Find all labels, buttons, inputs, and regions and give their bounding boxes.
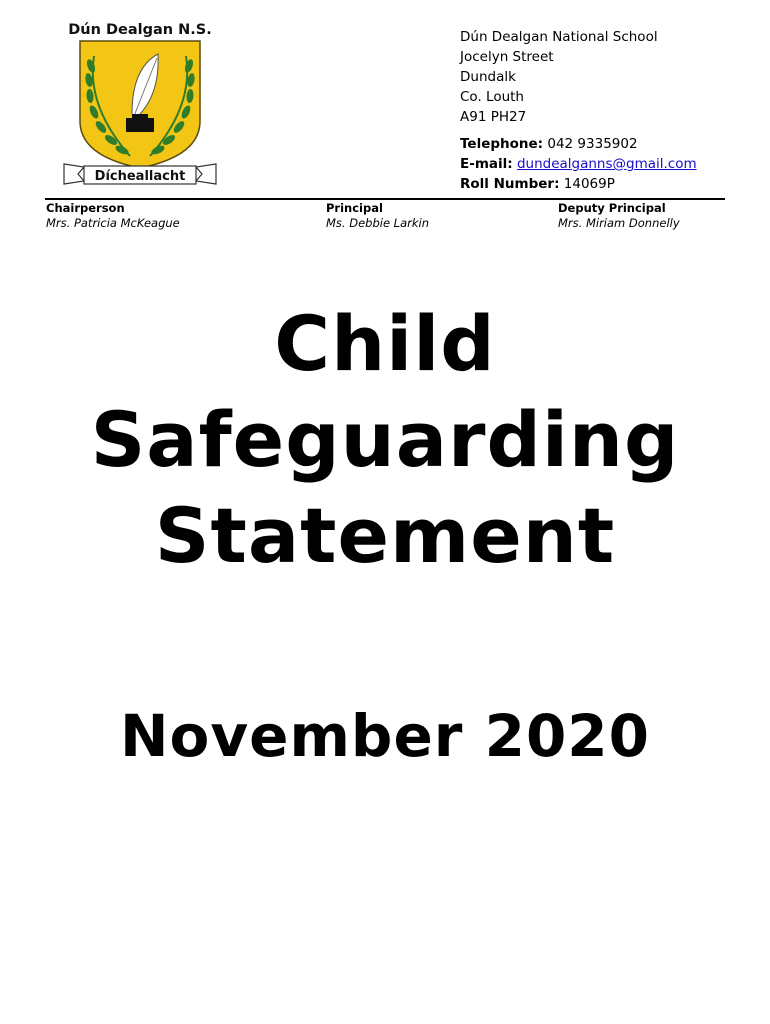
title-line: Safeguarding	[90, 395, 680, 484]
title-line: Statement	[154, 491, 616, 580]
address-line-county: Co. Louth	[460, 89, 524, 105]
crest-motto: Dícheallacht	[94, 169, 186, 184]
school-address	[460, 27, 658, 127]
officer-deputy-principal	[558, 201, 680, 231]
officer-name: Mrs. Patricia McKeague	[46, 216, 180, 230]
officer-chairperson	[46, 201, 180, 231]
roll-number-line	[460, 174, 697, 194]
document-title	[0, 296, 770, 584]
officer-role: Principal	[326, 201, 383, 215]
crest-school-name: Dún Dealgan N.S.	[68, 22, 212, 38]
email-label: E-mail:	[460, 156, 513, 172]
address-line-street: Jocelyn Street	[460, 49, 554, 65]
header-divider	[45, 198, 725, 200]
roll-number-label: Roll Number:	[460, 176, 560, 192]
title-line: Child	[274, 299, 496, 388]
school-crest	[60, 16, 220, 188]
document-date: November 2020	[119, 702, 651, 770]
officer-name: Ms. Debbie Larkin	[326, 216, 430, 230]
telephone-label: Telephone:	[460, 136, 544, 152]
officer-name: Mrs. Miriam Donnelly	[558, 216, 680, 230]
telephone-value: 042 9335902	[547, 136, 638, 152]
officer-role: Chairperson	[46, 201, 125, 215]
officer-principal	[326, 201, 429, 231]
email-line	[460, 154, 697, 174]
roll-number-value: 14069P	[563, 176, 615, 192]
school-crest-graphic	[60, 16, 220, 188]
email-link[interactable]: dundealganns@gmail.com	[516, 156, 697, 172]
telephone-line	[460, 134, 697, 154]
address-line-eircode: A91 PH27	[460, 109, 527, 125]
address-line-school: Dún Dealgan National School	[460, 29, 658, 45]
officer-role: Deputy Principal	[558, 201, 666, 215]
contact-details	[460, 134, 697, 194]
address-line-town: Dundalk	[460, 69, 516, 85]
